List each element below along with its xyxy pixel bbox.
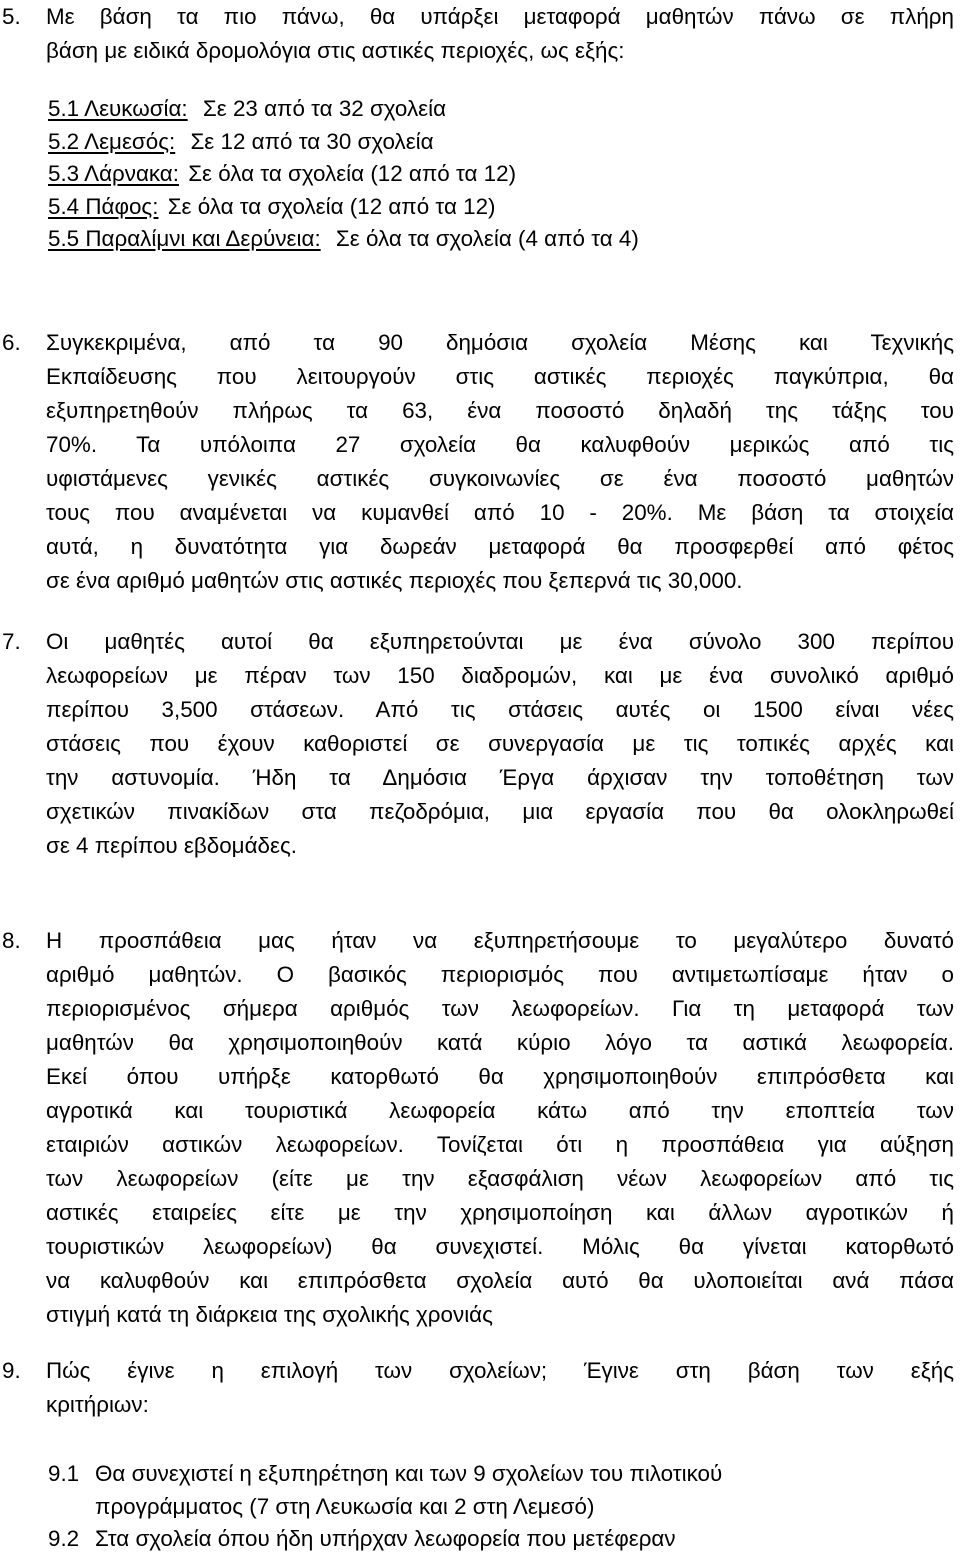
paragraph-8-line: τουριστικών λεωφορείων) θα συνεχιστεί. Μόλις θα γίνεται κατορθωτό	[46, 1234, 954, 1259]
list-item-line: Θα συνεχιστεί η εξυπηρέτηση και των 9 σχολείων του πιλοτικού	[95, 1461, 723, 1486]
place-label: 5.4 Πάφος:	[48, 193, 159, 219]
paragraph-8-line: περιορισμένος σήμερα αριθμός των λεωφορείων. Για τη μεταφορά των	[46, 996, 954, 1021]
paragraph-7-line: λεωφορείων με πέραν των 150 διαδρομών, και με ένα συνολικό αριθμό	[46, 663, 954, 688]
list-item-5-2	[48, 126, 434, 159]
list-item-5-5	[48, 223, 639, 256]
place-detail: Σε όλα τα σχολεία (12 από τα 12)	[167, 193, 496, 219]
paragraph-8-line: αστικές εταιρείες είτε με την χρησιμοποίηση και άλλων αγροτικών ή	[46, 1200, 954, 1225]
paragraph-6-line: αυτά, η δυνατότητα για δωρεάν μεταφορά θα προσφερθεί από φέτος	[46, 534, 954, 559]
paragraph-5-line: βάση με ειδικά δρομολόγια στις αστικές περιοχές, ως εξής:	[46, 38, 625, 63]
paragraph-6	[2, 326, 954, 598]
paragraph-6-line: υφιστάμενες γενικές αστικές συγκοινωνίες σε ένα ποσοστό μαθητών	[46, 466, 954, 491]
paragraph-9-number: 9.	[2, 1358, 21, 1383]
place-label: 5.5 Παραλίμνι και Δερύνεια:	[48, 226, 321, 251]
paragraph-6-line: εξυπηρετηθούν πλήρως τα 63, ένα ποσοστό δηλαδή της τάξης του	[46, 398, 954, 423]
paragraph-6-line: τους που αναμένεται να κυμανθεί από 10 - 20%. Με βάση τα στοιχεία	[46, 500, 954, 525]
paragraph-6-line: 70%. Τα υπόλοιπα 27 σχολεία θα καλυφθούν μερικώς από τις	[46, 432, 954, 457]
paragraph-7-line: σχετικών πινακίδων στα πεζοδρόμια, μια εργασία που θα ολοκληρωθεί	[46, 799, 954, 824]
paragraph-7-line: στάσεις που έχουν καθοριστεί σε συνεργασία με τις τοπικές αρχές και	[46, 731, 954, 756]
paragraph-8-line: των λεωφορείων (είτε με την εξασφάλιση νέων λεωφορείων από τις	[46, 1166, 954, 1191]
paragraph-9-line: κριτήριων:	[46, 1392, 149, 1417]
paragraph-7-line: την αστυνομία. Ήδη τα Δημόσια Έργα άρχισαν την τοποθέτηση των	[46, 765, 954, 790]
paragraph-8-line: Εκεί όπου υπήρξε κατορθωτό θα χρησιμοποιηθούν επιπρόσθετα και	[46, 1064, 954, 1089]
paragraph-7	[2, 625, 954, 863]
list-item-9-1	[48, 1457, 722, 1523]
list-item-9-2	[48, 1522, 676, 1555]
place-label: 5.3 Λάρνακα:	[48, 161, 179, 186]
paragraph-7-line: σε 4 περίπου εβδομάδες.	[46, 833, 297, 858]
paragraph-7-number: 7.	[2, 629, 21, 654]
place-detail: Σε 23 από τα 32 σχολεία	[202, 96, 447, 121]
paragraph-7-line: Οι μαθητές αυτοί θα εξυπηρετούνται με ένα σύνολο 300 περίπου	[46, 629, 954, 654]
list-item-line: Στα σχολεία όπου ήδη υπήρχαν λεωφορεία που μετέφεραν	[95, 1526, 676, 1551]
paragraph-9-line: Πώς έγινε η επιλογή των σχολείων; Έγινε στη βάση των εξής	[46, 1358, 954, 1383]
list-item-5-4	[48, 191, 496, 224]
paragraph-9	[2, 1354, 954, 1422]
paragraph-5	[2, 0, 954, 68]
paragraph-6-line: Συγκεκριμένα, από τα 90 δημόσια σχολεία Μέσης και Τεχνικής	[46, 330, 954, 355]
place-label: 5.1 Λευκωσία:	[48, 96, 188, 121]
paragraph-8-number: 8.	[2, 928, 21, 953]
list-item-5-3	[48, 158, 516, 191]
list-item-number: 9.1	[48, 1461, 80, 1486]
list-item-line: προγράμματος (7 στη Λευκωσία και 2 στη Λεμεσό)	[95, 1494, 595, 1519]
paragraph-8-line: μαθητών θα χρησιμοποιηθούν κατά κύριο λόγο τα αστικά λεωφορεία.	[46, 1030, 954, 1055]
paragraph-5-line: Με βάση τα πιο πάνω, θα υπάρξει μεταφορά μαθητών πάνω σε πλήρη	[46, 4, 954, 29]
place-detail: Σε 12 από τα 30 σχολεία	[190, 128, 434, 154]
paragraph-8-line: εταιριών αστικών λεωφορείων. Τονίζεται ότι η προσπάθεια για αύξηση	[46, 1132, 954, 1157]
paragraph-8-line: αγροτικά και τουριστικά λεωφορεία κάτω από την εποπτεία των	[46, 1098, 954, 1123]
paragraph-8	[2, 924, 954, 1332]
paragraph-5-number: 5.	[2, 4, 21, 29]
place-detail: Σε όλα τα σχολεία (12 από τα 12)	[188, 161, 517, 186]
list-item-5-1	[48, 93, 446, 126]
paragraph-8-line: Η προσπάθεια μας ήταν να εξυπηρετήσουμε το μεγαλύτερο δυνατό	[46, 928, 954, 953]
place-label: 5.2 Λεμεσός:	[48, 128, 176, 154]
paragraph-6-number: 6.	[2, 330, 21, 355]
paragraph-8-line: στιγμή κατά τη διάρκεια της σχολικής χρονιάς	[46, 1302, 493, 1327]
paragraph-8-line: αριθμό μαθητών. Ο βασικός περιορισμός που αντιμετωπίσαμε ήταν ο	[46, 962, 954, 987]
list-item-number: 9.2	[48, 1526, 80, 1551]
paragraph-6-line: σε ένα αριθμό μαθητών στις αστικές περιοχές που ξεπερνά τις 30,000.	[46, 568, 743, 593]
paragraph-7-line: περίπου 3,500 στάσεων. Από τις στάσεις αυτές οι 1500 είναι νέες	[46, 697, 954, 722]
place-detail: Σε όλα τα σχολεία (4 από τα 4)	[335, 226, 639, 251]
paragraph-8-line: να καλυφθούν και επιπρόσθετα σχολεία αυτό θα υλοποιείται ανά πάσα	[46, 1268, 954, 1293]
paragraph-6-line: Εκπαίδευσης που λειτουργούν στις αστικές περιοχές παγκύπρια, θα	[46, 364, 954, 389]
